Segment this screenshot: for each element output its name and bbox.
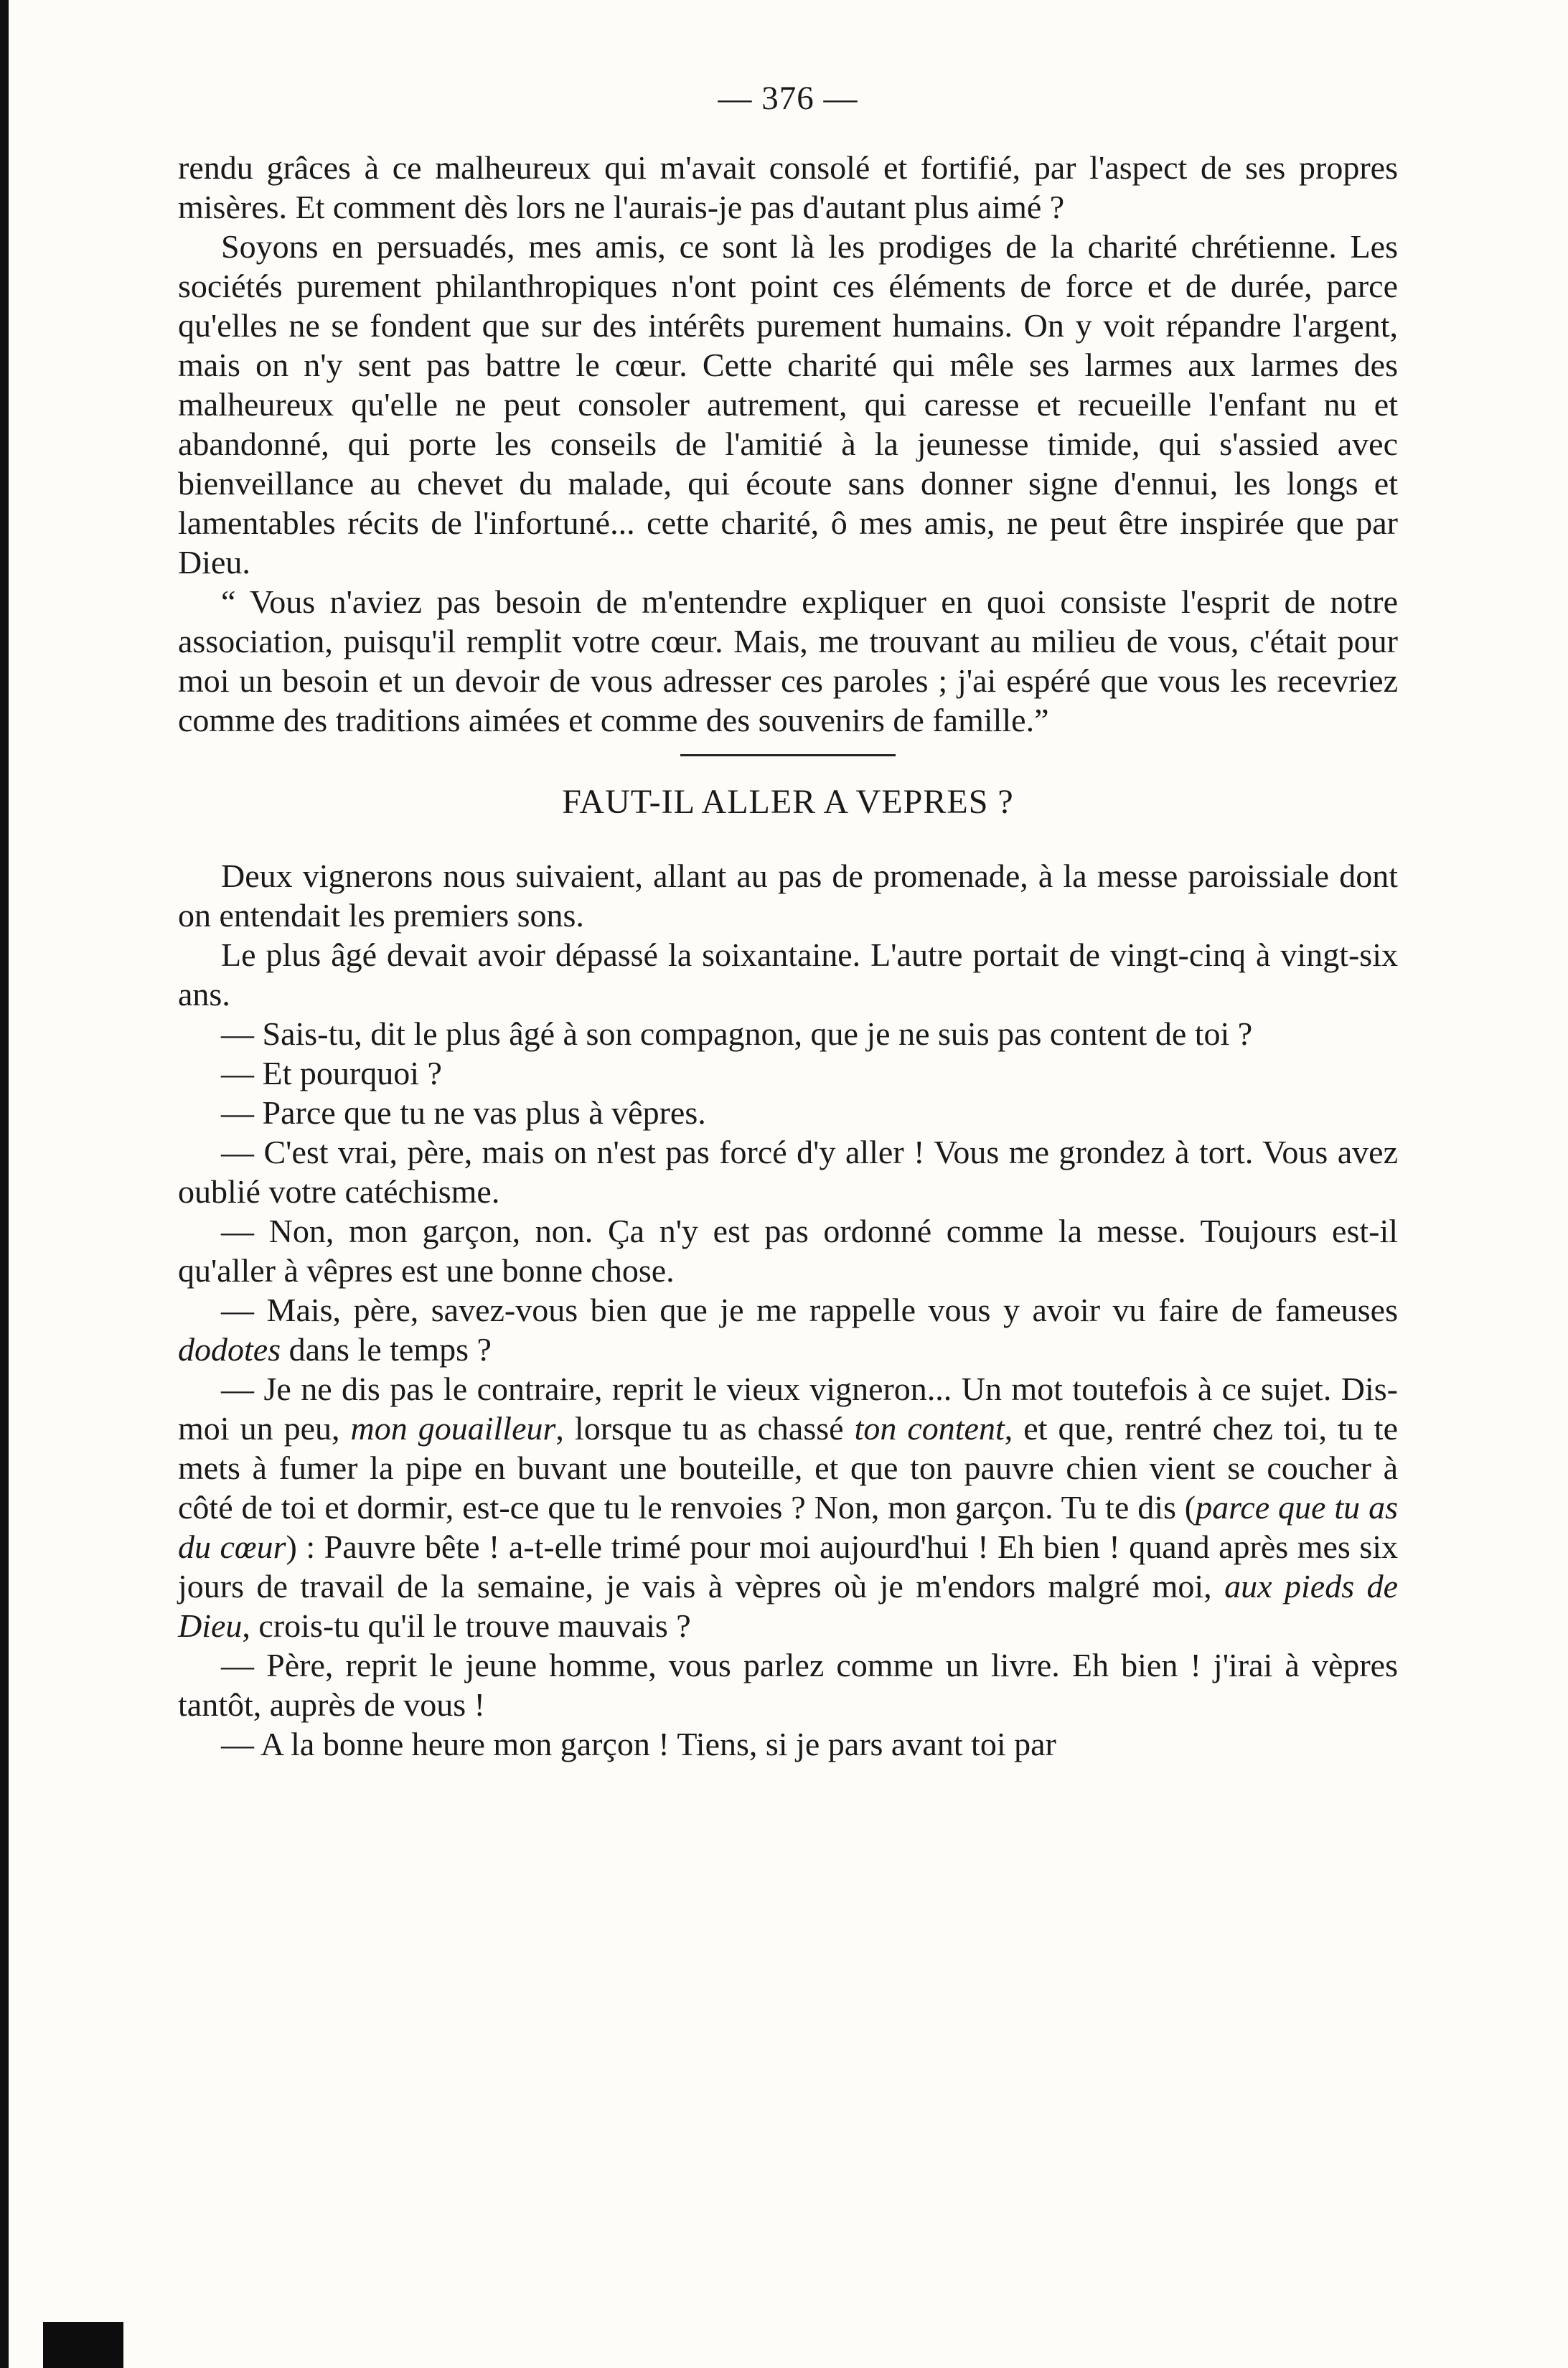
dialogue-line: — Et pourquoi ? (221, 1055, 442, 1091)
quoted-paragraph: “ Vous n'aviez pas besoin de m'entendre expliquer en quoi consiste l'esprit de notre association, puisqu'il remplit votre cœur. Mais, me trouvant au milieu de vous, c'était pour moi un besoin et un devoir de vous adresser ces paroles ; j'ai espéré que vous les recevriez comme des traditions aimées et comme des souvenirs de famille.” (178, 583, 1398, 738)
paragraph: Soyons en persuadés, mes amis, ce sont là les prodiges de la charité chrétienne. Les sociétés purement philanthropiques n'ont point ces éléments de force et de durée, parce qu'elles ne se fondent que sur des intérêts purement humains. On y voit répandre l'argent, mais on n'y sent pas battre le cœur. Cette charité qui mêle ses larmes aux larmes des malheureux qu'elle ne peut consoler autrement, qui caresse et recueille l'enfant nu et abandonné, qui porte les conseils de l'amitié à la jeunesse timide, qui s'assied avec bienveillance au chevet du malade, qui écoute sans donner signe d'ennui, les longs et lamentables récits de l'infortuné... cette charité, ô mes amis, ne peut être inspirée que par Dieu. (178, 228, 1398, 581)
dialogue-line: — Non, mon garçon, non. Ça n'y est pas ordonné comme la messe. Toujours est-il qu'aller à vêpres est une bonne chose. (178, 1213, 1398, 1289)
text-run: — Je ne dis pas le contraire, reprit le vieux vigneron... Un mot toutefois à ce sujet. Dis-moi un peu, (178, 1371, 1398, 1447)
italic-text: parce que tu as du cœur (178, 1489, 1398, 1565)
italic-text: ton content (854, 1410, 1005, 1447)
text-run: dans le temps ? (281, 1331, 492, 1368)
paragraph: Deux vignerons nous suivaient, allant au pas de promenade, à la messe paroissiale dont on entendait les premiers sons. (178, 858, 1398, 934)
scan-edge-mark (43, 2322, 123, 2368)
section-divider (680, 754, 896, 756)
text-run: , et que, rentré chez toi, tu te mets à fumer la pipe en buvant une bouteille, et que ton pauvre chien vient se coucher à côté de toi et dormir, est-ce que tu le renvoies ? Non, mon garçon. Tu te dis ( (178, 1410, 1398, 1526)
paragraph: rendu grâces à ce malheureux qui m'avait consolé et fortifié, par l'aspect de ses propres misères. Et comment dès lors ne l'aurais-je pas d'autant plus aimé ? (178, 149, 1398, 225)
paragraph: Le plus âgé devait avoir dépassé la soixantaine. L'autre portait de vingt-cinq à vingt-six ans. (178, 936, 1398, 1012)
dialogue-line (178, 1369, 1398, 1645)
dialogue-line (178, 1290, 1398, 1369)
scan-edge-bar (0, 0, 9, 2368)
dialogue-line: — Sais-tu, dit le plus âgé à son compagnon, que je ne suis pas content de toi ? (221, 1015, 1253, 1052)
section-title: FAUT-IL ALLER A VEPRES ? (562, 783, 1014, 821)
text-run: — Mais, père, savez-vous bien que je me rappelle vous y avoir vu faire de fameuses (221, 1292, 1398, 1328)
dialogue-line: — Parce que tu ne vas plus à vêpres. (221, 1094, 706, 1131)
dialogue-line: — A la bonne heure mon garçon ! Tiens, si je pars avant toi par (221, 1726, 1056, 1762)
dialogue-line: — C'est vrai, père, mais on n'est pas forcé d'y aller ! Vous me grondez à tort. Vous avez oublié votre catéchisme. (178, 1134, 1398, 1210)
italic-text: dodotes (178, 1331, 281, 1368)
dialogue-line: — Père, reprit le jeune homme, vous parlez comme un livre. Eh bien ! j'irai à vèpres tantôt, auprès de vous ! (178, 1647, 1398, 1723)
page-number: — 376 — (718, 80, 858, 117)
italic-text: mon gouailleur (350, 1410, 556, 1447)
text-run: ) : Pauvre bête ! a-t-elle trimé pour moi aujourd'hui ! Eh bien ! quand après mes six jours de travail de la semaine, je vais à vèpres où je m'endors malgré moi, (178, 1528, 1398, 1604)
book-page (178, 79, 1398, 1764)
italic-text: aux pieds de Dieu (178, 1568, 1398, 1644)
text-run: , lorsque tu as chassé (555, 1410, 855, 1447)
text-run: , crois-tu qu'il le trouve mauvais ? (242, 1607, 691, 1644)
